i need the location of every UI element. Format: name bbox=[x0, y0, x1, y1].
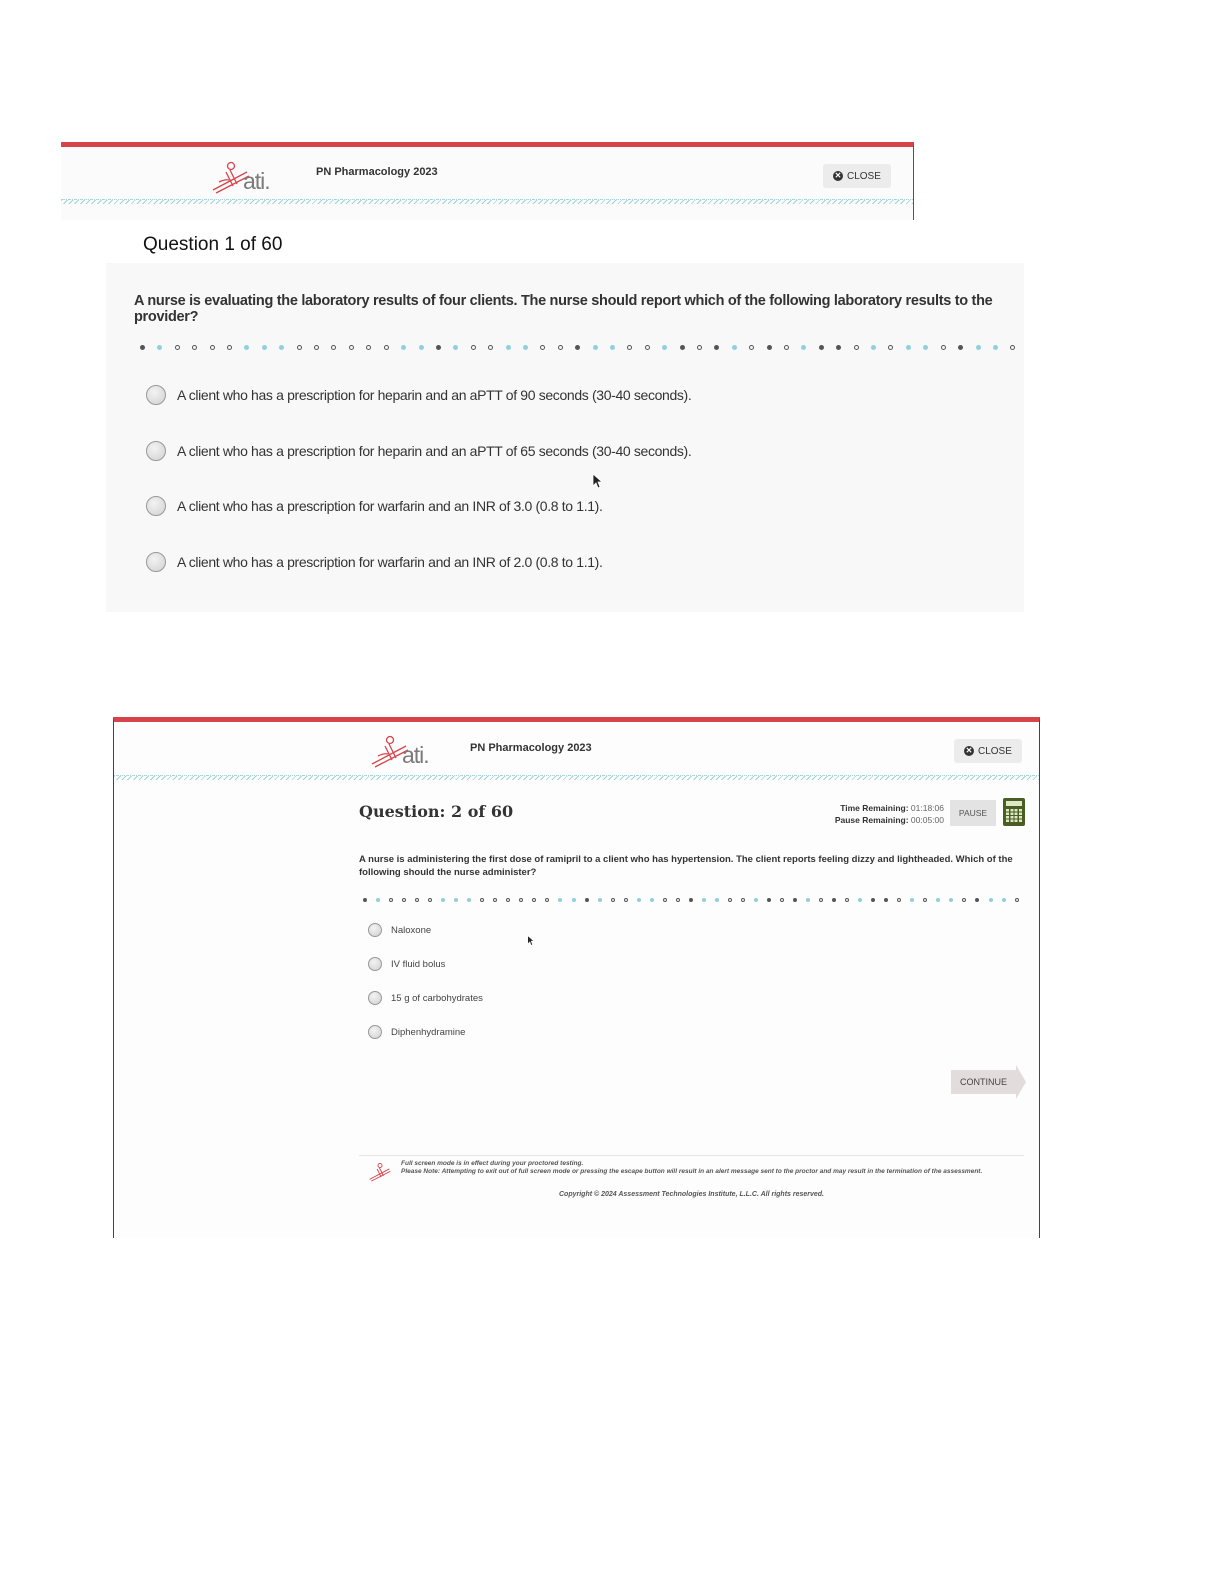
divider-dot bbox=[888, 345, 893, 350]
header-wave-divider bbox=[114, 775, 1039, 780]
logo-text: ati. bbox=[243, 168, 270, 194]
divider-dot bbox=[419, 345, 424, 350]
divider-dot bbox=[598, 898, 602, 902]
ati-logo-icon bbox=[370, 734, 440, 774]
screen1-header bbox=[61, 142, 914, 220]
divider-dot bbox=[897, 898, 901, 902]
divider-dot bbox=[993, 345, 998, 350]
screen2 bbox=[113, 717, 1040, 1238]
divider-dot bbox=[192, 345, 197, 350]
divider-dot bbox=[415, 898, 419, 902]
answer-option-2[interactable] bbox=[146, 441, 691, 461]
continue-button[interactable] bbox=[951, 1065, 1026, 1099]
exam-title: PN Pharmacology 2023 bbox=[470, 742, 592, 754]
question-number-label: Question 1 of 60 bbox=[143, 234, 283, 255]
divider-dot bbox=[575, 345, 580, 350]
divider-dot bbox=[262, 345, 267, 350]
divider-dot bbox=[349, 345, 354, 350]
answer-option-1[interactable] bbox=[368, 923, 431, 937]
continue-arrow-icon bbox=[1016, 1065, 1026, 1099]
divider-dot bbox=[441, 898, 445, 902]
divider-dot bbox=[545, 898, 549, 902]
close-button[interactable] bbox=[823, 164, 891, 188]
divider-dot bbox=[467, 898, 471, 902]
divider-dot bbox=[871, 898, 875, 902]
divider-dot bbox=[402, 898, 406, 902]
divider-dot bbox=[532, 898, 536, 902]
divider-dot bbox=[906, 345, 911, 350]
divider-dot bbox=[949, 898, 953, 902]
divider-dot bbox=[780, 898, 784, 902]
divider-dot bbox=[689, 898, 693, 902]
divider-dot bbox=[680, 345, 685, 350]
divider-dot bbox=[1010, 345, 1015, 350]
divider-dot bbox=[297, 345, 302, 350]
divider-dot bbox=[593, 345, 598, 350]
divider-dot bbox=[767, 345, 772, 350]
divider-dot bbox=[279, 345, 284, 350]
close-label: CLOSE bbox=[847, 170, 881, 182]
answer-option-3[interactable] bbox=[368, 991, 483, 1005]
time-remaining-label: Time Remaining: bbox=[840, 803, 909, 813]
question-stem: A nurse is administering the first dose of ramipril to a client who has hypertension. The client reports feeling dizzy and lightheaded. Which of the following should the nurse administer? bbox=[359, 854, 1013, 878]
divider-dot bbox=[471, 345, 476, 350]
divider-dot bbox=[697, 345, 702, 350]
divider-dot bbox=[941, 345, 946, 350]
divider-dot bbox=[858, 898, 862, 902]
divider-dot bbox=[540, 345, 545, 350]
divider-dot bbox=[845, 898, 849, 902]
divider-dot bbox=[389, 898, 393, 902]
divider-dot bbox=[428, 898, 432, 902]
divider-dot bbox=[558, 345, 563, 350]
divider-dot bbox=[871, 345, 876, 350]
divider-dot bbox=[910, 898, 914, 902]
answer-option-text: A client who has a prescription for warfarin and an INR of 2.0 (0.8 to 1.1). bbox=[177, 554, 603, 570]
divider-dot bbox=[175, 345, 180, 350]
radio-button-icon[interactable] bbox=[146, 441, 166, 461]
divider-dot bbox=[784, 345, 789, 350]
divider-dot bbox=[923, 345, 928, 350]
divider-dot bbox=[401, 345, 406, 350]
radio-button-icon[interactable] bbox=[368, 1025, 382, 1039]
radio-button-icon[interactable] bbox=[368, 991, 382, 1005]
divider-dot bbox=[436, 345, 441, 350]
radio-button-icon[interactable] bbox=[146, 496, 166, 516]
time-remaining-value: 01:18:06 bbox=[910, 803, 944, 813]
answer-option-4[interactable] bbox=[146, 552, 603, 572]
divider-dot bbox=[645, 345, 650, 350]
divider-dot bbox=[962, 898, 966, 902]
answer-option-text: A client who has a prescription for heparin and an aPTT of 65 seconds (30-40 seconds). bbox=[177, 443, 692, 459]
continue-label: CONTINUE bbox=[951, 1070, 1016, 1094]
radio-button-icon[interactable] bbox=[368, 923, 382, 937]
logo-text: ati. bbox=[402, 742, 429, 768]
divider-dot bbox=[884, 898, 888, 902]
divider-dot bbox=[923, 898, 927, 902]
divider-dot bbox=[558, 898, 562, 902]
pause-button[interactable]: PAUSE bbox=[950, 800, 996, 826]
ati-logo-icon bbox=[366, 1162, 394, 1184]
divider-dot bbox=[610, 345, 615, 350]
divider-dot bbox=[523, 345, 528, 350]
dotted-divider bbox=[140, 343, 1016, 351]
mouse-cursor-icon bbox=[527, 935, 534, 946]
close-button[interactable] bbox=[954, 739, 1022, 763]
divider-dot bbox=[314, 345, 319, 350]
divider-dot bbox=[662, 345, 667, 350]
divider-dot bbox=[819, 898, 823, 902]
divider-dot bbox=[363, 898, 367, 902]
divider-dot bbox=[244, 345, 249, 350]
answer-option-text: Diphenhydramine bbox=[391, 1026, 466, 1038]
divider-dot bbox=[989, 898, 993, 902]
divider-dot bbox=[975, 898, 979, 902]
answer-option-text: 15 g of carbohydrates bbox=[391, 992, 483, 1004]
question-stem: A nurse is evaluating the laboratory results of four clients. The nurse should report which of the following laboratory results to the provider? bbox=[134, 293, 993, 325]
divider-dot bbox=[702, 898, 706, 902]
answer-option-1[interactable] bbox=[146, 385, 691, 405]
divider-dot bbox=[801, 345, 806, 350]
calculator-icon[interactable] bbox=[1003, 798, 1025, 826]
fullscreen-notice: Full screen mode is in effect during your proctored testing. bbox=[401, 1160, 584, 1167]
answer-option-2[interactable] bbox=[368, 957, 445, 971]
divider-dot bbox=[453, 345, 458, 350]
divider-dot bbox=[836, 345, 841, 350]
divider-dot bbox=[210, 345, 215, 350]
divider-dot bbox=[754, 898, 758, 902]
answer-option-3[interactable] bbox=[146, 496, 603, 516]
divider-dot bbox=[506, 345, 511, 350]
footer-note bbox=[401, 1160, 1011, 1176]
radio-button-icon[interactable] bbox=[146, 385, 166, 405]
divider-dot bbox=[1002, 898, 1006, 902]
divider-dot bbox=[819, 345, 824, 350]
answer-option-text: A client who has a prescription for heparin and an aPTT of 90 seconds (30-40 seconds). bbox=[177, 387, 692, 403]
question-number-label: Question: 2 of 60 bbox=[359, 802, 514, 821]
divider-dot bbox=[331, 345, 336, 350]
ati-logo-icon bbox=[211, 160, 281, 200]
divider-dot bbox=[384, 345, 389, 350]
divider-dot bbox=[140, 345, 145, 350]
timer-panel bbox=[835, 802, 944, 826]
divider-dot bbox=[936, 898, 940, 902]
answer-option-text: IV fluid bolus bbox=[391, 958, 446, 970]
divider-dot bbox=[376, 898, 380, 902]
answer-option-4[interactable] bbox=[368, 1025, 465, 1039]
divider-dot bbox=[637, 898, 641, 902]
radio-button-icon[interactable] bbox=[146, 552, 166, 572]
copyright: Copyright © 2024 Assessment Technologies Institute, L.L.C. All rights reserved. bbox=[559, 1191, 824, 1198]
divider-dot bbox=[493, 898, 497, 902]
question1-panel bbox=[106, 263, 1024, 612]
divider-dot bbox=[854, 345, 859, 350]
divider-dot bbox=[506, 898, 510, 902]
divider-dot bbox=[454, 898, 458, 902]
divider-dot bbox=[1015, 898, 1019, 902]
divider-dot bbox=[519, 898, 523, 902]
answer-option-text: Naloxone bbox=[391, 924, 432, 936]
close-icon: ✕ bbox=[965, 746, 973, 755]
divider-dot bbox=[749, 345, 754, 350]
divider-dot bbox=[585, 898, 589, 902]
divider-dot bbox=[976, 345, 981, 350]
divider-dot bbox=[227, 345, 232, 350]
divider-dot bbox=[488, 345, 493, 350]
divider-dot bbox=[650, 898, 654, 902]
divider-dot bbox=[715, 898, 719, 902]
divider-dot bbox=[366, 345, 371, 350]
divider-dot bbox=[732, 345, 737, 350]
divider-dot bbox=[767, 898, 771, 902]
close-icon: ✕ bbox=[834, 171, 842, 180]
mouse-cursor-icon bbox=[592, 473, 602, 489]
divider-dot bbox=[806, 898, 810, 902]
divider-dot bbox=[714, 345, 719, 350]
escape-warning: Please Note: Attempting to exit out of full screen mode or pressing the escape button will result in an alert message sent to the proctor and may result in the termination of the assessment. bbox=[401, 1168, 983, 1175]
exam-title: PN Pharmacology 2023 bbox=[316, 166, 438, 178]
divider-dot bbox=[728, 898, 732, 902]
pause-remaining-label: Pause Remaining: bbox=[834, 815, 909, 825]
footer-divider bbox=[359, 1155, 1024, 1156]
divider-dot bbox=[663, 898, 667, 902]
divider-dot bbox=[157, 345, 162, 350]
divider-dot bbox=[480, 898, 484, 902]
divider-dot bbox=[832, 898, 836, 902]
dotted-divider bbox=[363, 897, 1019, 903]
header-wave-divider bbox=[61, 199, 913, 204]
divider-dot bbox=[793, 898, 797, 902]
divider-dot bbox=[624, 898, 628, 902]
radio-button-icon[interactable] bbox=[368, 957, 382, 971]
divider-dot bbox=[627, 345, 632, 350]
divider-dot bbox=[611, 898, 615, 902]
answer-option-text: A client who has a prescription for warfarin and an INR of 3.0 (0.8 to 1.1). bbox=[177, 498, 603, 514]
divider-dot bbox=[958, 345, 963, 350]
pause-remaining-value: 00:05:00 bbox=[910, 815, 944, 825]
divider-dot bbox=[676, 898, 680, 902]
divider-dot bbox=[741, 898, 745, 902]
close-label: CLOSE bbox=[978, 745, 1012, 757]
divider-dot bbox=[572, 898, 576, 902]
